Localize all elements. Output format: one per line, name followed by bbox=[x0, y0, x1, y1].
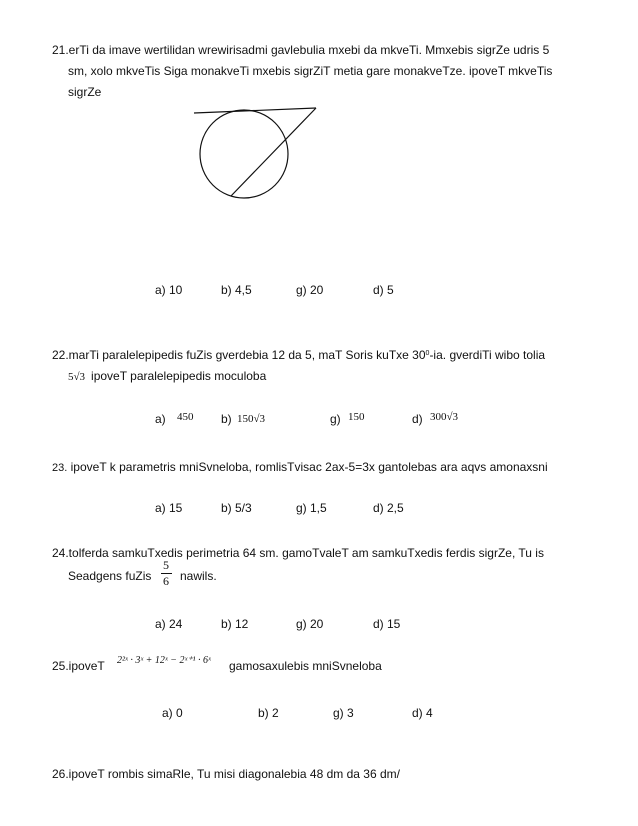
q24-line2-end: nawils. bbox=[180, 569, 217, 583]
q24-line1: 24.tolferda samkuTxedis perimetria 64 sm. gamoTvaleT am samkuTxedis ferdis sigrZe, Tu is bbox=[52, 546, 544, 560]
question-23 bbox=[52, 457, 592, 479]
q22-option-d-value: 300√3 bbox=[430, 411, 459, 423]
q25-expression: 2²ˣ · 3ˣ + 12ˣ − 2ˣ⁺¹ · 6ˣ bbox=[117, 655, 211, 666]
q24-line2-start: Seadgens fuZis bbox=[68, 569, 152, 583]
q22-option-g[interactable] bbox=[330, 412, 365, 426]
q24-option-g[interactable]: g) 20 bbox=[296, 617, 324, 631]
q25-option-g[interactable]: g) 3 bbox=[333, 706, 354, 720]
q22-option-b[interactable] bbox=[221, 412, 265, 426]
q22-option-g-value: 150 bbox=[348, 411, 365, 423]
figure-circle bbox=[200, 110, 288, 198]
q22-line2 bbox=[52, 366, 592, 388]
question-21 bbox=[52, 40, 592, 103]
q24-option-d[interactable]: d) 15 bbox=[373, 617, 401, 631]
degree-superscript: 0 bbox=[425, 350, 430, 357]
q22-line1-start: 22.marTi paralelepipedis fuZis gverdebia 12 da 5, maT Soris kuTxe 30 bbox=[52, 348, 426, 362]
q21-option-g[interactable]: g) 20 bbox=[296, 283, 324, 297]
q21-line1: 21.erTi da imave wertilidan wrewirisadmi gavlebulia mxebi da mkveTi. Mmxebis sigrZe udris 5 bbox=[52, 43, 550, 57]
q24-option-b[interactable]: b) 12 bbox=[221, 617, 249, 631]
q23-text: ipoveT k parametris mniSvneloba, romlisTvisac 2ax-5=3x gantolebas ara aqvs amonaxsni bbox=[70, 460, 548, 474]
q21-option-a[interactable]: a) 10 bbox=[155, 283, 183, 297]
q25-label: 25.ipoveT bbox=[52, 659, 105, 673]
q25-option-b[interactable]: b) 2 bbox=[258, 706, 279, 720]
q22-option-g-label: g) bbox=[330, 412, 341, 426]
q23-option-a[interactable]: a) 15 bbox=[155, 501, 183, 515]
q22-option-b-value: 150√3 bbox=[237, 413, 266, 425]
q23-option-b[interactable]: b) 5/3 bbox=[221, 501, 252, 515]
fraction-numerator: 5 bbox=[163, 558, 169, 572]
q22-option-d[interactable] bbox=[412, 412, 458, 426]
fraction-denominator: 6 bbox=[163, 574, 169, 588]
q22-edge-value: 5√3 bbox=[68, 371, 86, 383]
q25-tail: gamosaxulebis mniSvneloba bbox=[229, 659, 382, 673]
circle-tangent-secant-figure bbox=[190, 102, 325, 202]
q24-option-a[interactable]: a) 24 bbox=[155, 617, 183, 631]
question-22 bbox=[52, 345, 592, 388]
q23-option-d[interactable]: d) 2,5 bbox=[373, 501, 404, 515]
q22-line1-end: -ia. gverdiTi wibo tolia bbox=[429, 348, 546, 362]
q25-option-a[interactable]: a) 0 bbox=[162, 706, 183, 720]
q21-option-d[interactable]: d) 5 bbox=[373, 283, 394, 297]
tangent-line bbox=[194, 108, 316, 113]
q21-line2: sm, xolo mkveTis Siga monakveTi mxebis sigrZiT metia gare monakveTze. ipoveT mkveTis bbox=[68, 64, 553, 78]
question-24 bbox=[52, 543, 592, 564]
question-26: 26.ipoveT rombis simaRle, Tu misi diagonalebia 48 dm da 36 dm/ bbox=[52, 767, 400, 781]
q23-number: 23. bbox=[52, 462, 68, 474]
q22-option-a-label: a) bbox=[155, 412, 166, 426]
q22-option-d-label: d) bbox=[412, 412, 423, 426]
q22-option-a-value: 450 bbox=[177, 411, 194, 423]
q22-option-b-label: b) bbox=[221, 412, 232, 426]
q21-line3: sigrZe bbox=[68, 85, 102, 99]
q22-line1 bbox=[52, 345, 592, 366]
q25-option-d[interactable]: d) 4 bbox=[412, 706, 433, 720]
q22-option-a[interactable] bbox=[155, 412, 194, 426]
q21-option-b[interactable]: b) 4,5 bbox=[221, 283, 252, 297]
q22-line2-text: ipoveT paralelepipedis moculoba bbox=[91, 369, 267, 383]
q23-option-g[interactable]: g) 1,5 bbox=[296, 501, 327, 515]
